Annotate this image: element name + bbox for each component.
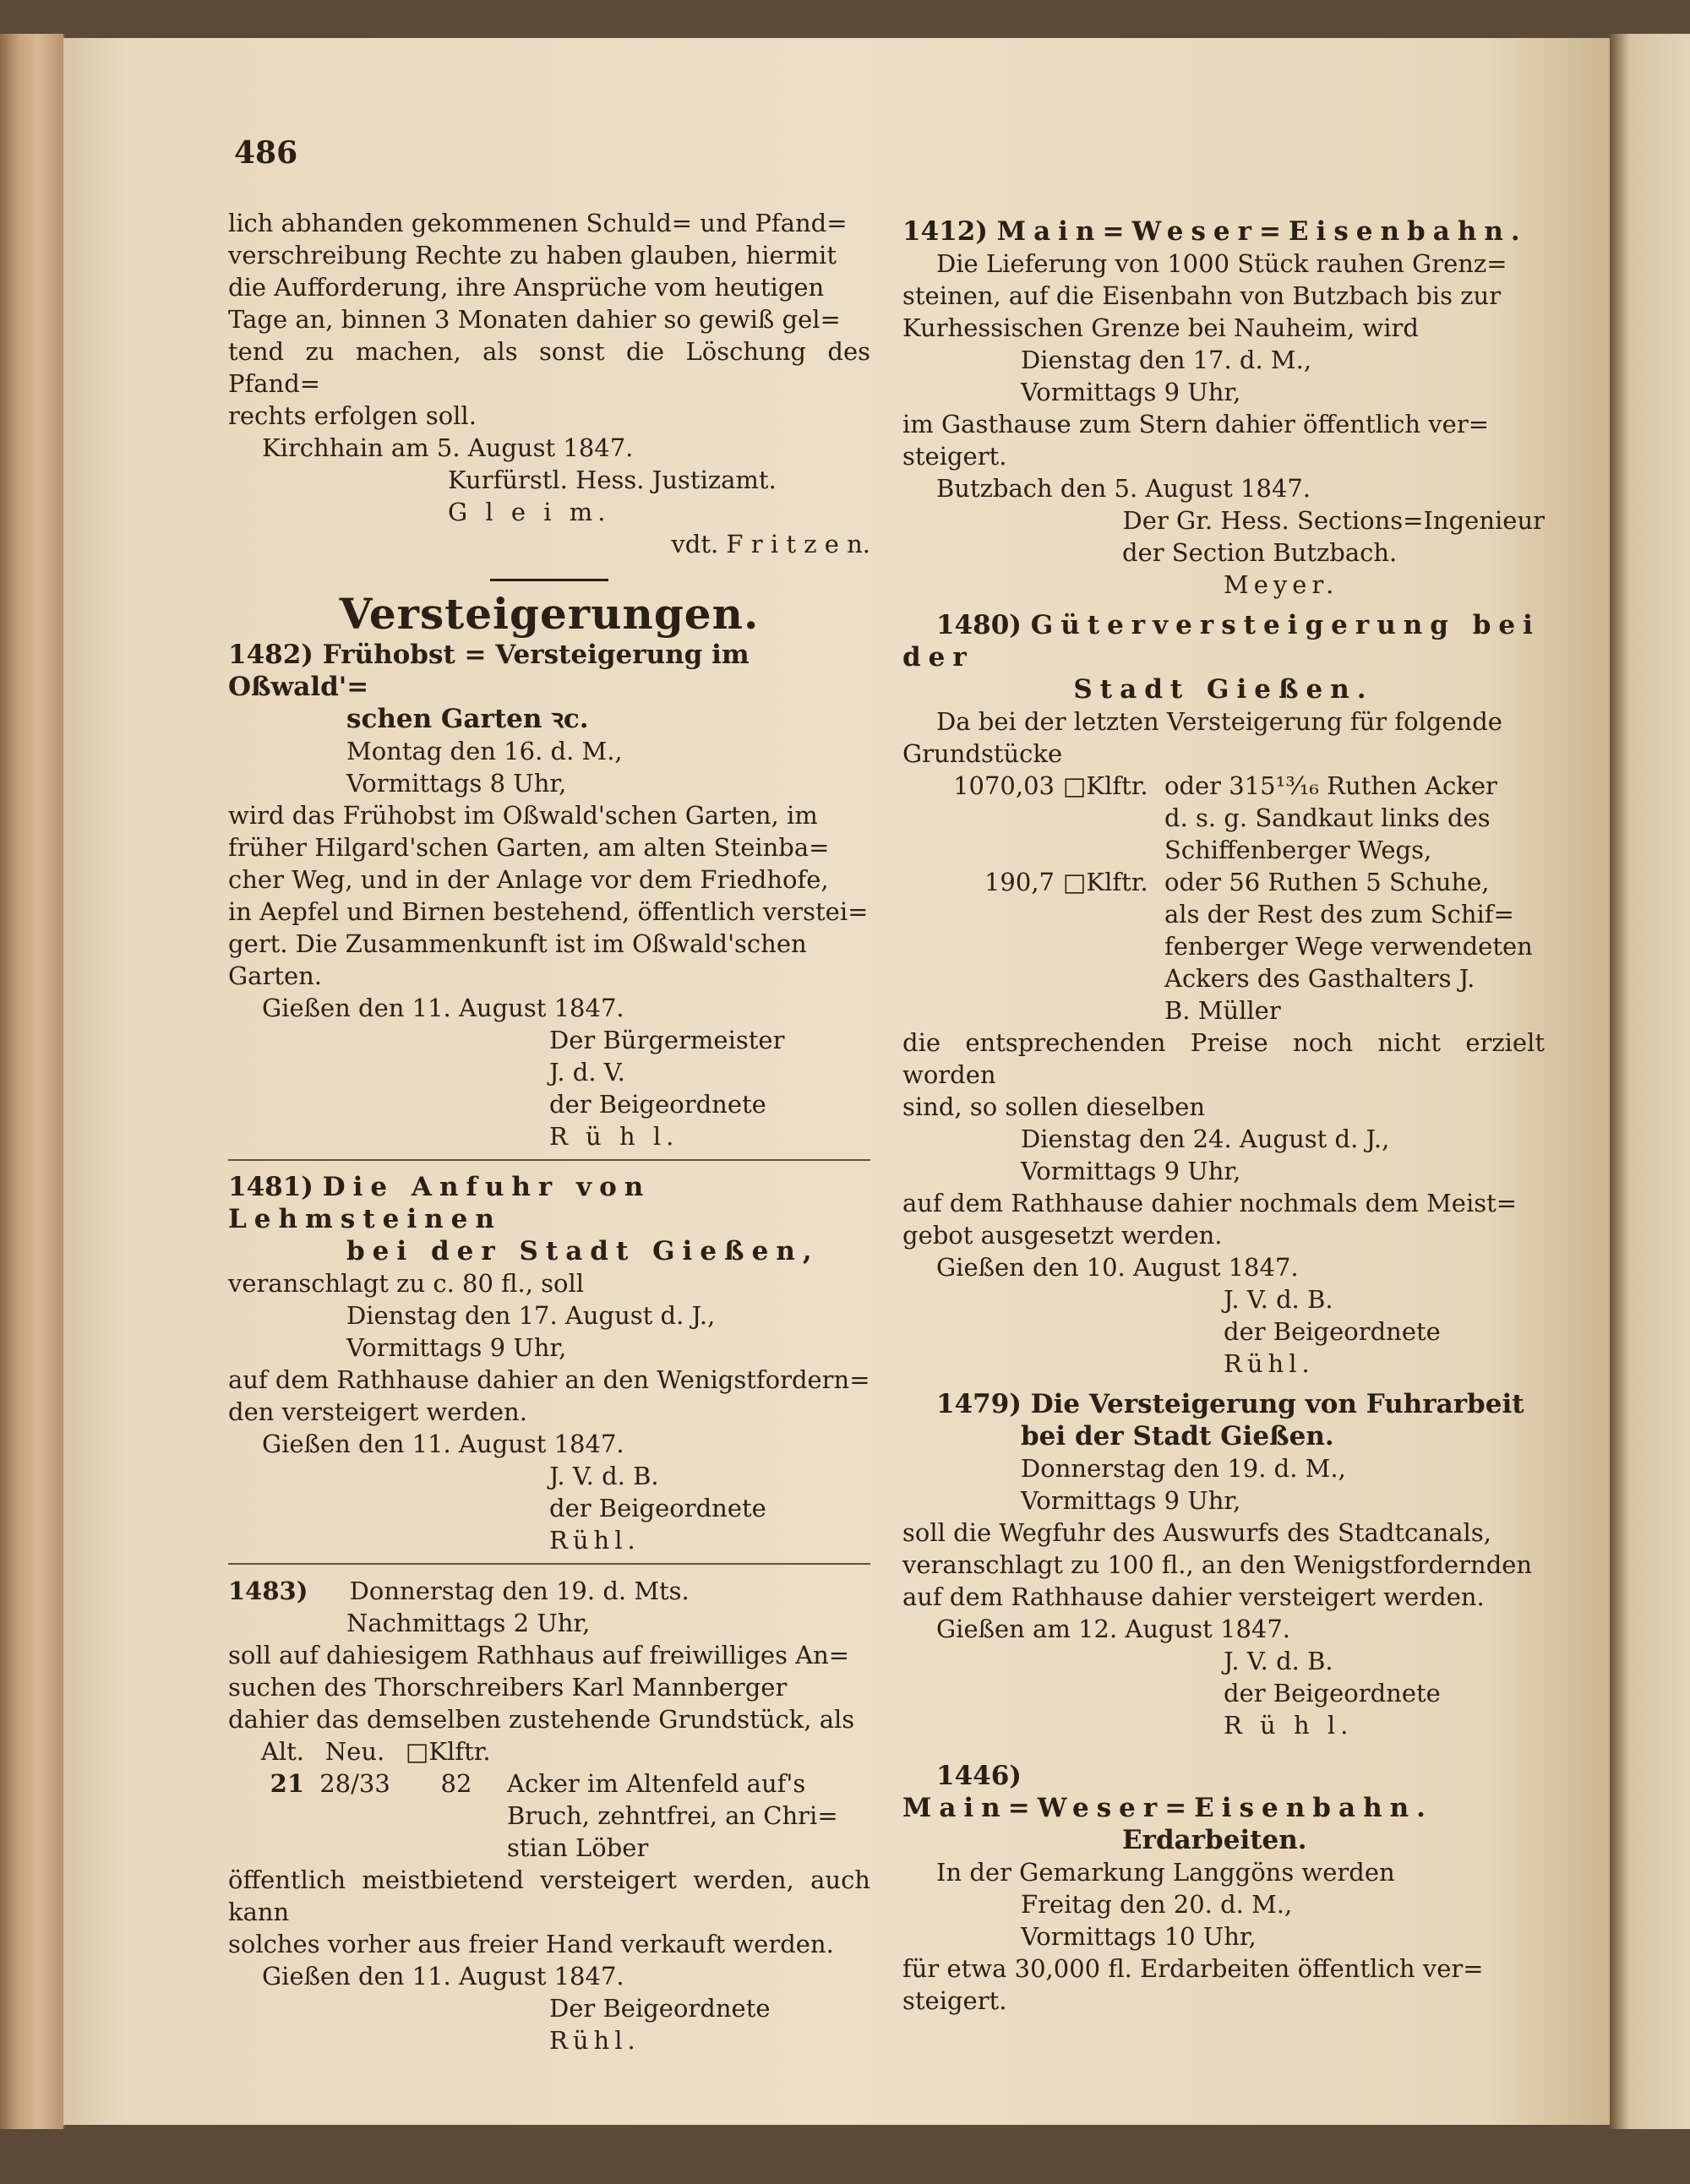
text-line: Kurhessischen Grenze bei Nauheim, wird [902, 313, 1419, 342]
text-line: cher Weg, und in der Anlage vor dem Friedhofe, [228, 865, 829, 894]
notice-when: Dienstag den 24. August d. J., [1021, 1125, 1390, 1153]
text-line: auf dem Rathhause dahier versteigert werden. [902, 1582, 1485, 1611]
text-line: im Gasthause zum Stern dahier öffentlich ver= [902, 410, 1490, 438]
table-description [507, 1767, 870, 1864]
page-number: 486 [234, 135, 298, 171]
notice-signature: R ü h l. [1224, 1711, 1354, 1740]
notice-1481 [228, 1171, 870, 1556]
section-title: Versteigerungen. [339, 589, 760, 639]
intro-date: Kirchhain am 5. August 1847. [262, 433, 634, 462]
text-line: dahier das demselben zustehende Grundstück, als [228, 1705, 855, 1734]
text-line: Acker im Altenfeld auf's [507, 1769, 806, 1798]
notice-title: Die Anfuhr von Lehmsteinen [228, 1172, 651, 1234]
notice-1446 [902, 1760, 1545, 2017]
table-description [1164, 770, 1545, 866]
divider [228, 1159, 870, 1161]
notice-signature: J. V. d. B. [1224, 1285, 1333, 1314]
notice-1479 [902, 1388, 1545, 1741]
notice-title: Stadt Gießen. [1073, 674, 1374, 705]
text-line: auf dem Rathhause dahier an den Wenigstfordern= [228, 1365, 870, 1394]
notice-title: Frühobst = Versteigerung im Oßwald'= [228, 640, 750, 702]
notice-date: Gießen den 11. August 1847. [262, 1962, 624, 1991]
notice-signature: der Beigeordnete [549, 1494, 766, 1522]
text-line: steinen, auf die Eisenbahn von Butzbach bis zur [902, 281, 1502, 310]
notice-when: Dienstag den 17. August d. J., [346, 1301, 716, 1330]
notice-date: Gießen den 10. August 1847. [936, 1253, 1299, 1282]
text-line: tend zu machen, als sonst die Löschung des Pfand= [228, 337, 870, 398]
text-line: stian Löber [507, 1833, 649, 1862]
table-header-cell: Neu. [324, 1737, 385, 1766]
notice-signature: Der Bürgermeister [549, 1026, 785, 1054]
notice-signature: der Beigeordnete [1224, 1317, 1441, 1346]
text-line: den versteigert werden. [228, 1397, 527, 1426]
text-line: Tage an, binnen 3 Monaten dahier so gewiß gel= [228, 305, 841, 334]
notice-when: Donnerstag den 19. d. M., [1021, 1454, 1346, 1483]
notice-when: Vormittags 9 Uhr, [346, 1333, 567, 1362]
notice-title: Die Versteigerung von Fuhrarbeit [1030, 1389, 1524, 1419]
text-line: steigert. [902, 442, 1007, 471]
table-cell: □Klftr. [1063, 868, 1148, 896]
text-line: d. s. g. Sandkaut links des [1164, 803, 1491, 832]
notice-when: Nachmittags 2 Uhr, [346, 1609, 591, 1637]
text-line: suchen des Thorschreibers Karl Mannberger [228, 1673, 788, 1702]
intro-signature: G l e i m. [448, 498, 611, 526]
book-edge [0, 34, 65, 2129]
notice-when: Dienstag den 17. d. M., [1021, 346, 1312, 374]
text-line: oder 315¹³⁄₁₆ Ruthen Acker [1164, 771, 1497, 800]
intro-signature: Kurfürstl. Hess. Justizamt. [448, 466, 777, 494]
text-line: gert. Die Zusammenkunft ist im Oßwald'schen [228, 929, 807, 958]
table-description [1164, 866, 1545, 1027]
intro-text [228, 207, 870, 432]
notice-signature: Rühl. [1224, 1349, 1315, 1378]
text-line: öffentlich meistbietend versteigert werden, auch kann [228, 1865, 870, 1926]
text-line: lich abhanden gekommenen Schuld= und Pfand= [228, 209, 848, 237]
notice-when: Donnerstag den 19. d. Mts. [349, 1577, 690, 1605]
table-cell: 28/33 [319, 1769, 390, 1798]
notice-signature: Rühl. [549, 1526, 641, 1555]
text-line: sind, so sollen dieselben [902, 1092, 1206, 1121]
text-line: gebot ausgesetzt werden. [902, 1221, 1223, 1250]
text-line: früher Hilgard'schen Garten, am alten Steinba= [228, 833, 830, 862]
notice-date: Gießen am 12. August 1847. [936, 1615, 1291, 1643]
notice-signature: J. V. d. B. [1224, 1647, 1333, 1675]
text-line: rechts erfolgen soll. [228, 401, 477, 430]
text-line: veranschlagt zu 100 fl., an den Wenigstfordernden [902, 1550, 1533, 1579]
notice-title: Main=Weser=Eisenbahn. [902, 1793, 1433, 1823]
notice-when: Vormittags 9 Uhr, [1021, 1157, 1241, 1185]
text-line: Ackers des Gasthalters J. [1164, 964, 1475, 993]
notice-when: Vormittags 8 Uhr, [346, 769, 567, 798]
notice-number: 1482) [228, 640, 313, 670]
notice-title: Main=Weser=Eisenbahn. [996, 216, 1528, 247]
notice-signature: Der Beigeordnete [549, 1994, 771, 2023]
text-line: Garten. [228, 961, 323, 990]
text-line: Da bei der letzten Versteigerung für folgende [936, 707, 1502, 736]
text-line: Bruch, zehntfrei, an Chri= [507, 1801, 838, 1830]
notice-number: 1479) [936, 1389, 1022, 1419]
text-line: soll die Wegfuhr des Auswurfs des Stadtcanals, [902, 1518, 1491, 1547]
table-header [228, 1735, 870, 1767]
notice-number: 1483) [228, 1577, 308, 1605]
notice-signature: der Section Butzbach. [1122, 538, 1398, 567]
notice-signature: J. d. V. [549, 1058, 625, 1087]
notice-number: 1412) [902, 216, 988, 247]
text-line: Die Lieferung von 1000 Stück rauhen Grenz= [936, 249, 1507, 278]
text-line: für etwa 30,000 fl. Erdarbeiten öffentlich ver= [902, 1954, 1484, 1983]
notice-when: Vormittags 10 Uhr, [1021, 1922, 1257, 1951]
table-cell: 21 [270, 1769, 304, 1798]
text-line: wird das Frühobst im Oßwald'schen Garten, im [228, 801, 818, 830]
notice-date: Butzbach den 5. August 1847. [936, 474, 1311, 503]
notice-when: Freitag den 20. d. M., [1021, 1890, 1293, 1919]
table-row [228, 1767, 870, 1864]
table-header-cell: Alt. [260, 1737, 304, 1766]
notice-number: 1481) [228, 1172, 313, 1202]
text-line: auf dem Rathhause dahier nochmals dem Meist= [902, 1189, 1518, 1217]
notice-subtitle: Erdarbeiten. [1122, 1825, 1307, 1855]
left-column [228, 207, 870, 2056]
notice-title: schen Garten ꝛc. [346, 704, 589, 734]
table-header-cell: □Klftr. [406, 1737, 491, 1766]
notice-signature: Rühl. [549, 2026, 641, 2055]
notice-when: Vormittags 9 Uhr, [1021, 1486, 1241, 1515]
notice-signature: der Beigeordnete [1224, 1679, 1441, 1707]
notice-signature: J. V. d. B. [549, 1462, 659, 1490]
right-column [902, 215, 1545, 2017]
table-cell: □Klftr. [1063, 771, 1148, 800]
text-line: veranschlagt zu c. 80 fl., soll [228, 1269, 585, 1298]
text-line: soll auf dahiesigem Rathhaus auf freiwilliges An= [228, 1641, 850, 1669]
text-line: B. Müller [1164, 996, 1281, 1025]
notice-number: 1446) [936, 1761, 1022, 1791]
text-line: die Aufforderung, ihre Ansprüche vom heutigen [228, 273, 825, 302]
text-line: In der Gemarkung Langgöns werden [936, 1858, 1395, 1887]
notice-date: Gießen den 11. August 1847. [262, 994, 624, 1022]
divider [228, 1563, 870, 1565]
notice-signature: R ü h l. [549, 1122, 679, 1151]
text-line: steigert. [902, 1986, 1007, 2015]
notice-1483 [228, 1575, 870, 2056]
notice-title: Güterversteigerung bei der [902, 610, 1540, 673]
divider [490, 579, 608, 581]
text-line: die entsprechenden Preise noch nicht erzielt worden [902, 1028, 1545, 1089]
text-line: in Aepfel und Birnen bestehend, öffentlich verstei= [228, 897, 869, 926]
table-row [902, 866, 1545, 1027]
notice-when: Vormittags 9 Uhr, [1021, 378, 1241, 406]
next-page-edge [1610, 34, 1690, 2129]
notice-title: bei der Stadt Gießen, [346, 1236, 820, 1266]
intro-signature: vdt. F r i t z e n. [671, 530, 870, 558]
text-line: solches vorher aus freier Hand verkauft werden. [228, 1930, 834, 1958]
text-line: verschreibung Rechte zu haben glauben, hiermit [228, 241, 837, 270]
notice-1482 [228, 639, 870, 1152]
text-line: Schiffenberger Wegs, [1164, 836, 1432, 864]
text-line: fenberger Wege verwendeten [1164, 932, 1533, 961]
table-row [902, 770, 1545, 866]
notice-when: Montag den 16. d. M., [346, 737, 623, 765]
text-line: als der Rest des zum Schif= [1164, 900, 1514, 929]
notice-date: Gießen den 11. August 1847. [262, 1430, 624, 1458]
notice-number: 1480) [936, 610, 1022, 640]
notice-title: bei der Stadt Gießen. [1021, 1421, 1334, 1451]
text-line: Grundstücke [902, 739, 1063, 768]
notice-1480 [902, 609, 1545, 1380]
text-line: oder 56 Ruthen 5 Schuhe, [1164, 868, 1490, 896]
table-cell: 1070,03 [953, 771, 1055, 800]
notice-signature: Der Gr. Hess. Sections=Ingenieur [1122, 506, 1545, 535]
notice-signature: Meyer. [1224, 570, 1339, 599]
table-cell: 82 [440, 1769, 472, 1798]
notice-signature: der Beigeordnete [549, 1090, 766, 1119]
table-cell: 190,7 [984, 868, 1055, 896]
notice-1412 [902, 215, 1545, 601]
